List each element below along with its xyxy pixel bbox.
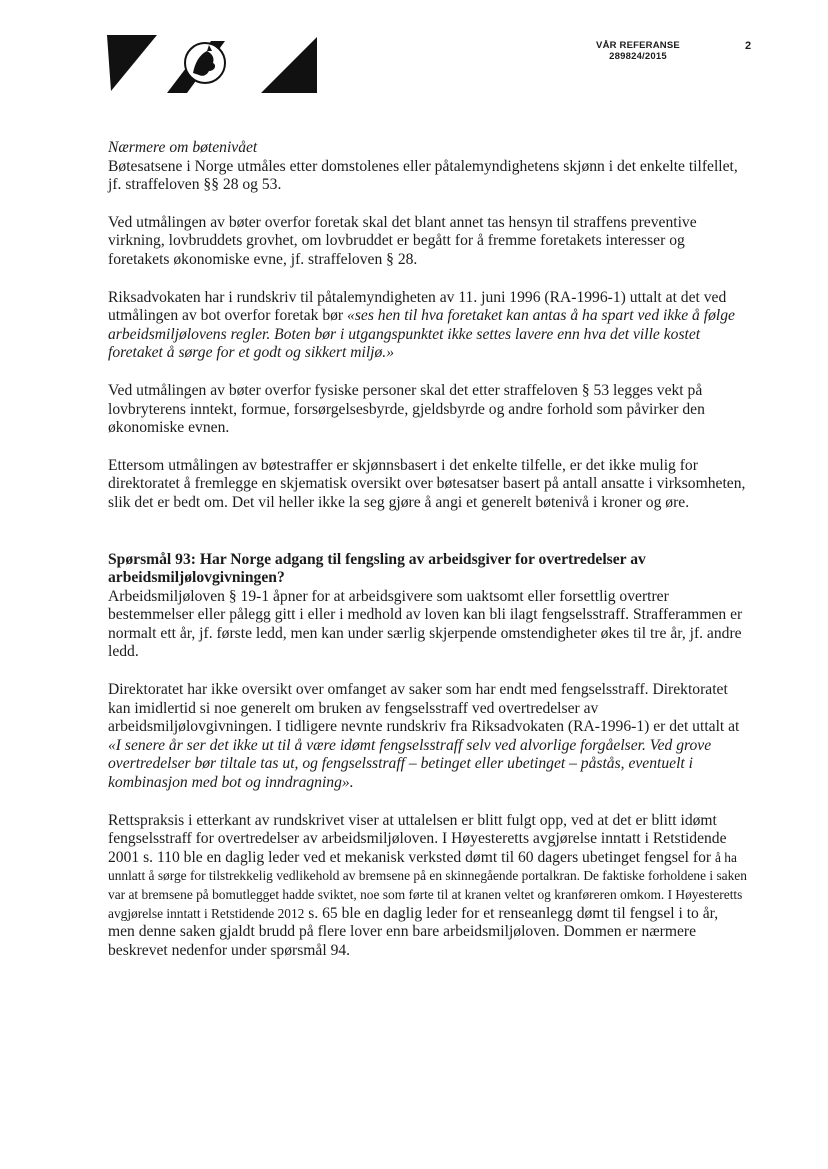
case-law-small-print: å ha unnlatt å sørge for tilstrekkelig vedlikehold av bremsene på en skinnegående portalkran. De faktiske forholdene i saken var at bremsene på bomutlegget hadde sviktet, noe som førte til at kranen veltet og kranføreren omkom. I Høyesteretts avgjørelse inntatt i Retstidende 2012 — [108, 849, 747, 921]
paragraph-case-law — [108, 812, 748, 961]
practice-quote: «I senere år ser det ikke ut til å være idømt fengselsstraff selv ved alvorlige forgåelser. Ved grove overtredelser bør tiltale tas ut, og fengselsstraff – betinget eller ubetinget – påstås, eventuelt i kombinasjon med bot og inndragning». — [108, 736, 712, 792]
paragraph-imprisonment-law: Arbeidsmiljøloven § 19-1 åpner for at arbeidsgivere som uaktsomt eller forsettlig overtrer bestemmelser eller pålegg gitt i eller i medhold av loven kan bli ilagt fengselsstraff. Strafferammen er normalt ett år, jf. første ledd, men kan under særlig skjerpende omstendigheter økes til tre år, jf. andre ledd. — [108, 587, 743, 661]
paragraph-personal-fines: Ved utmålingen av bøter overfor fysiske personer skal det etter straffeloven § 53 legges vekt på lovbryterens inntekt, formue, forsørgelsesbyrde, gjeldsbyrde og andre forhold som påvirker den økonomiske evnen. — [108, 381, 705, 437]
norwegian-government-logo — [107, 35, 317, 95]
letter-body — [108, 139, 748, 960]
paragraph-corporate-fines: Ved utmålingen av bøter overfor foretak skal det blant annet tas hensyn til straffens preventive virkning, lovbruddets grovhet, om lovbruddet er begått for å fremme foretakets interesser og foretakets økonomiske evne, jf. straffeloven § 28. — [108, 213, 697, 268]
circular-intro: Riksadvokaten har i rundskriv til påtalemyndigheten av 11. juni 1996 (RA-1996-1) uttalt at det ved utmålingen av bot overfor foretak bør — [108, 288, 727, 325]
section-heading-fine-level: Nærmere om bøtenivået — [108, 139, 258, 156]
question-93-heading: Spørsmål 93: Har Norge adgang til fengsling av arbeidsgiver for overtredelser av arbeidsmiljølovgivningen? — [108, 550, 646, 587]
case-law-part-1: Rettspraksis i etterkant av rundskrivet viser at uttalelsen er blitt fulgt opp, ved at det er blitt idømt fengselsstraff for overtredelser av arbeidsmiljøloven. I Høyesteretts avgjørelse inntatt i Retstidende 2001 s. 110 ble en daglig leder ved et mekanisk verksted dømt til 60 dagers ubetinget fengsel for — [108, 811, 727, 866]
paragraph-imprisonment-practice — [108, 681, 748, 793]
reference-label: VÅR REFERANSE — [596, 40, 680, 51]
paragraph-no-overview: Ettersom utmålingen av bøtestraffer er skjønnsbasert i det enkelte tilfelle, er det ikke mulig for direktoratet å fremlegge en skjematisk oversikt over bøtesatser basert på antall ansatte i virksomheten, slik det er bedt om. Det vil heller ikke la seg gjøre å angi et generelt bøtenivå i kroner og øre. — [108, 456, 746, 511]
paragraph-fine-rates: Bøtesatsene i Norge utmåles etter domstolenes eller påtalemyndighetens skjønn i det enkelte tilfellet, jf. straffeloven §§ 28 og 53. — [108, 157, 738, 194]
paragraph-circular — [108, 289, 748, 363]
reference-number: 289824/2015 — [609, 51, 667, 62]
case-law-part-2: s. 65 ble en daglig leder for et renseanlegg dømt til fengsel i to år, men denne saken gjaldt brudd på flere lover enn bare arbeidsmiljøloven. Dommen er nærmere beskrevet nedenfor under spørsmål 94. — [108, 904, 719, 959]
practice-intro: Direktoratet har ikke oversikt over omfanget av saker som har endt med fengselsstraff. Direktoratet kan imidlertid si noe generelt om bruken av fengselsstraff ved overtredelser av arbeidsmiljølovgivningen. I tidligere nevnte rundskriv fra Riksadvokaten (RA-1996-1) er det uttalt at — [108, 681, 740, 736]
reference-block — [592, 40, 684, 62]
circular-quote: «ses hen til hva foretaket kan antas å ha spart ved ikke å følge arbeidsmiljølovens regler. Boten bør i utgangspunktet ikke settes lavere enn hva det ville kostet foretaket å sørge for et godt og sikkert miljø.» — [108, 307, 735, 362]
page-number: 2 — [745, 40, 752, 52]
